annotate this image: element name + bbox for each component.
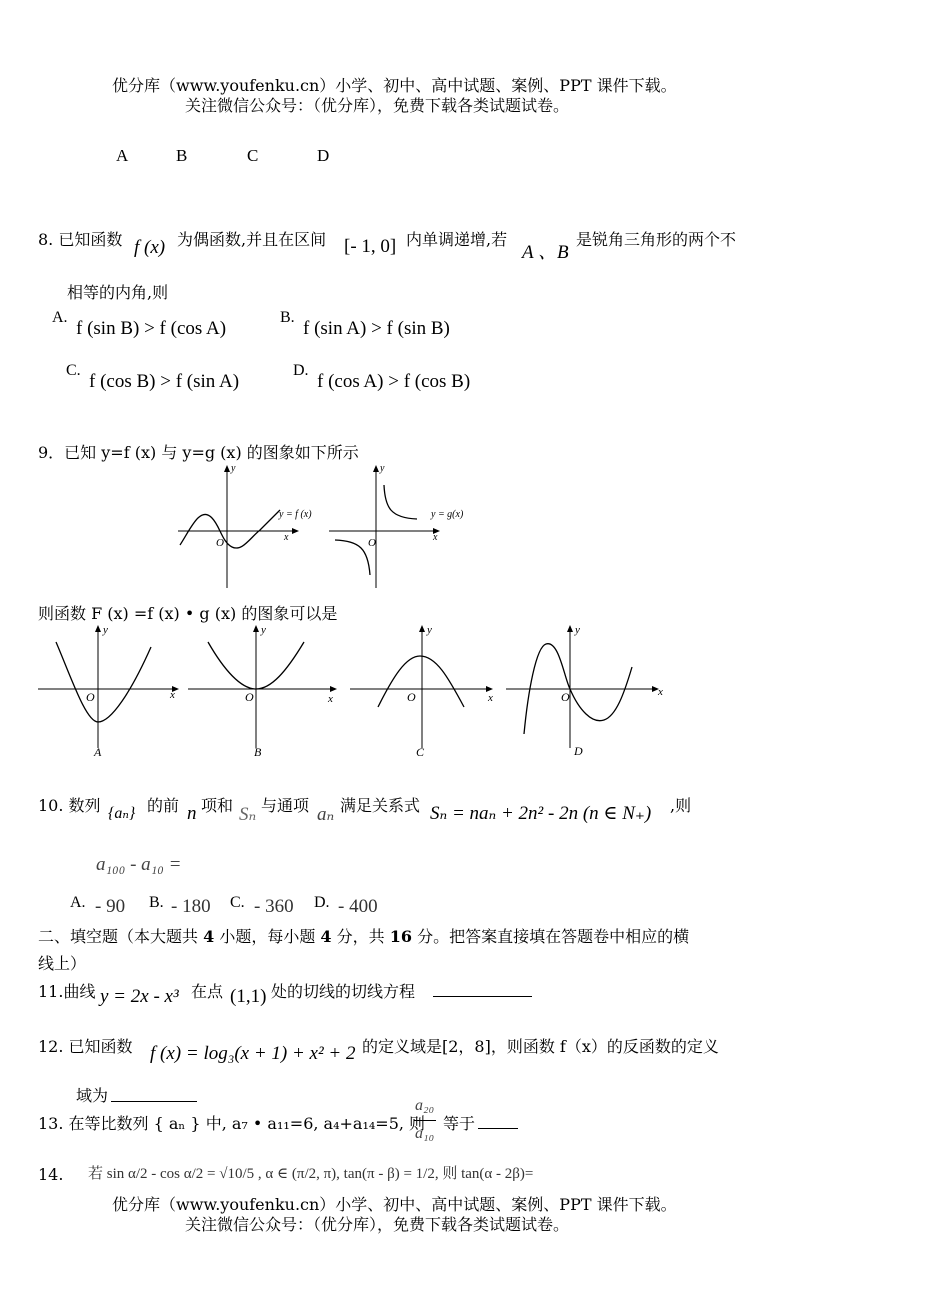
q10-text-d: 与通项 xyxy=(261,796,310,815)
q8-option-a: f (sin B) > f (cos A) xyxy=(76,318,227,339)
q10-Sn: Sₙ xyxy=(239,804,257,825)
section-2-heading-line-2: 线上） xyxy=(38,954,87,973)
svg-text:O: O xyxy=(407,690,416,704)
q14-text: 若 sin α/2 - cos α/2 = √10/5 , α ∈ (π/2, π), tan(π - β) = 1/2, 则 tan(α - 2β)= xyxy=(88,1166,534,1182)
q8-line-2: 相等的内角,则 xyxy=(67,283,169,302)
q8-text-d: 是锐角三角形的两个不 xyxy=(576,230,737,249)
q11-answer-blank[interactable] xyxy=(433,980,532,997)
q8-text-b: 为偶函数,并且在区间 xyxy=(177,230,327,249)
q10-text-a: 10. 数列 xyxy=(38,796,101,815)
q13-answer-blank[interactable] xyxy=(478,1112,518,1129)
graph-gx xyxy=(325,460,475,590)
q11-text-b: 在点 xyxy=(191,982,224,1001)
gx-label: y = g(x) xyxy=(431,509,464,520)
choice-graph-c[interactable] xyxy=(348,622,503,762)
choice-graph-b[interactable] xyxy=(186,622,346,762)
choice-graph-a[interactable] xyxy=(36,622,186,762)
q8-option-d-label: D. xyxy=(293,362,309,379)
q8-option-c-label: C. xyxy=(66,362,81,379)
gx-axis-y: y xyxy=(380,463,385,474)
q10-text-b: 的前 xyxy=(147,796,180,815)
q12-line-2: 域为 xyxy=(76,1086,109,1105)
q8-option-b-label: B. xyxy=(280,309,295,326)
svg-text:O: O xyxy=(86,690,95,704)
gx-axis-x: x xyxy=(433,532,438,543)
svg-text:x: x xyxy=(170,689,175,701)
svg-text:O: O xyxy=(561,690,570,704)
choice-label-a: A xyxy=(94,745,102,759)
q13-text-b: 等于 xyxy=(443,1114,476,1133)
svg-text:y: y xyxy=(261,624,266,636)
q10-relation: Sₙ = naₙ + 2n² - 2n (n ∈ N₊) xyxy=(430,803,652,824)
top-option-a: A xyxy=(116,146,129,165)
q11-point: (1,1) xyxy=(230,986,267,1007)
fx-axis-x: x xyxy=(284,532,289,543)
q9-stem: 9．已知 y=f (x) 与 y=g (x) 的图象如下所示 xyxy=(38,443,359,462)
q10-ask: a₁₀₀ - a₁₀ = xyxy=(96,854,182,875)
q10-text-f: ,则 xyxy=(670,796,692,815)
graph-fx xyxy=(170,460,320,590)
top-option-c: C xyxy=(247,146,259,165)
svg-text:y: y xyxy=(427,624,432,636)
q13-text-a: 13. 在等比数列 { aₙ } 中, a₇ • a₁₁=6, a₄+a₁₄=5, 则 xyxy=(38,1114,426,1133)
choice-label-c: C xyxy=(416,745,425,759)
q12-text-b: 的定义域是[2，8]，则函数 f（x）的反函数的定义 xyxy=(362,1037,719,1056)
q10-option-b: - 180 xyxy=(171,896,211,917)
svg-text:y: y xyxy=(103,624,108,636)
q12-func: f (x) = log₃(x + 1) + x² + 2 xyxy=(150,1043,356,1064)
q13-frac-den: a₁₀ xyxy=(415,1125,435,1142)
q8-angles: A 、B xyxy=(522,242,569,263)
q8-text-c: 内单调递增,若 xyxy=(406,230,508,249)
q8-fx: f (x) xyxy=(134,237,166,258)
fx-label: y = f (x) xyxy=(279,509,312,520)
q8-option-b: f (sin A) > f (sin B) xyxy=(303,318,450,339)
fx-origin: O xyxy=(216,537,224,549)
top-option-d: D xyxy=(317,146,330,165)
q10-option-a: - 90 xyxy=(95,896,126,917)
q10-n: n xyxy=(187,803,197,824)
q12-text-a: 12. 已知函数 xyxy=(38,1037,133,1056)
svg-text:O: O xyxy=(245,690,254,704)
footer-line-2: 关注微信公众号：（优分库），免费下载各类试题试卷。 xyxy=(185,1215,570,1234)
q13-frac-bar xyxy=(414,1120,436,1121)
q8-option-c: f (cos B) > f (sin A) xyxy=(89,371,240,392)
fx-axis-y: y xyxy=(231,463,236,474)
choice-label-d: D xyxy=(574,744,583,758)
q10-option-d-label: D. xyxy=(314,894,330,911)
q8-interval: [- 1, 0] xyxy=(344,236,397,257)
q10-option-d: - 400 xyxy=(338,896,378,917)
q11-text-a: 11.曲线 xyxy=(38,982,96,1001)
q10-option-c: - 360 xyxy=(254,896,294,917)
footer-line-1: 优分库（www.youfenku.cn）小学、初中、高中试题、案例、PPT 课件下载。 xyxy=(112,1195,677,1214)
q8-option-a-label: A. xyxy=(52,309,68,326)
q10-text-c: 项和 xyxy=(201,796,234,815)
header-line-1: 优分库（www.youfenku.cn）小学、初中、高中试题、案例、PPT 课件下载。 xyxy=(112,76,677,95)
q13-frac-num: a₂₀ xyxy=(415,1097,435,1114)
q11-text-c: 处的切线的切线方程 xyxy=(271,982,416,1001)
q10-option-c-label: C. xyxy=(230,894,245,911)
choice-graph-d[interactable] xyxy=(504,622,674,762)
q8-text-a: 8. 已知函数 xyxy=(38,230,123,249)
choice-label-b: B xyxy=(254,745,262,759)
svg-text:y: y xyxy=(575,624,580,636)
q10-text-e: 满足关系式 xyxy=(340,796,421,815)
q9-stem-2: 则函数 F (x) =f (x) • g (x) 的图象可以是 xyxy=(38,604,338,623)
q10-seq: {aₙ} xyxy=(108,805,136,822)
q10-option-b-label: B. xyxy=(149,894,164,911)
gx-origin: O xyxy=(368,537,376,549)
q10-an: aₙ xyxy=(317,804,335,825)
svg-text:x: x xyxy=(658,686,663,698)
q11-curve: y = 2x - x³ xyxy=(100,986,179,1007)
top-option-b: B xyxy=(176,146,188,165)
svg-text:x: x xyxy=(488,692,493,704)
q12-answer-blank[interactable] xyxy=(111,1085,197,1102)
section-2-heading: 二、填空题（本大题共 4 小题，每小题 4 分，共 16 分。把答案直接填在答题卷中相应的横 xyxy=(38,927,690,946)
header-line-2: 关注微信公众号：（优分库），免费下载各类试题试卷。 xyxy=(185,96,570,115)
q14-number: 14. xyxy=(38,1165,64,1184)
q10-option-a-label: A. xyxy=(70,894,86,911)
q8-option-d: f (cos A) > f (cos B) xyxy=(317,371,471,392)
svg-text:x: x xyxy=(328,693,333,705)
